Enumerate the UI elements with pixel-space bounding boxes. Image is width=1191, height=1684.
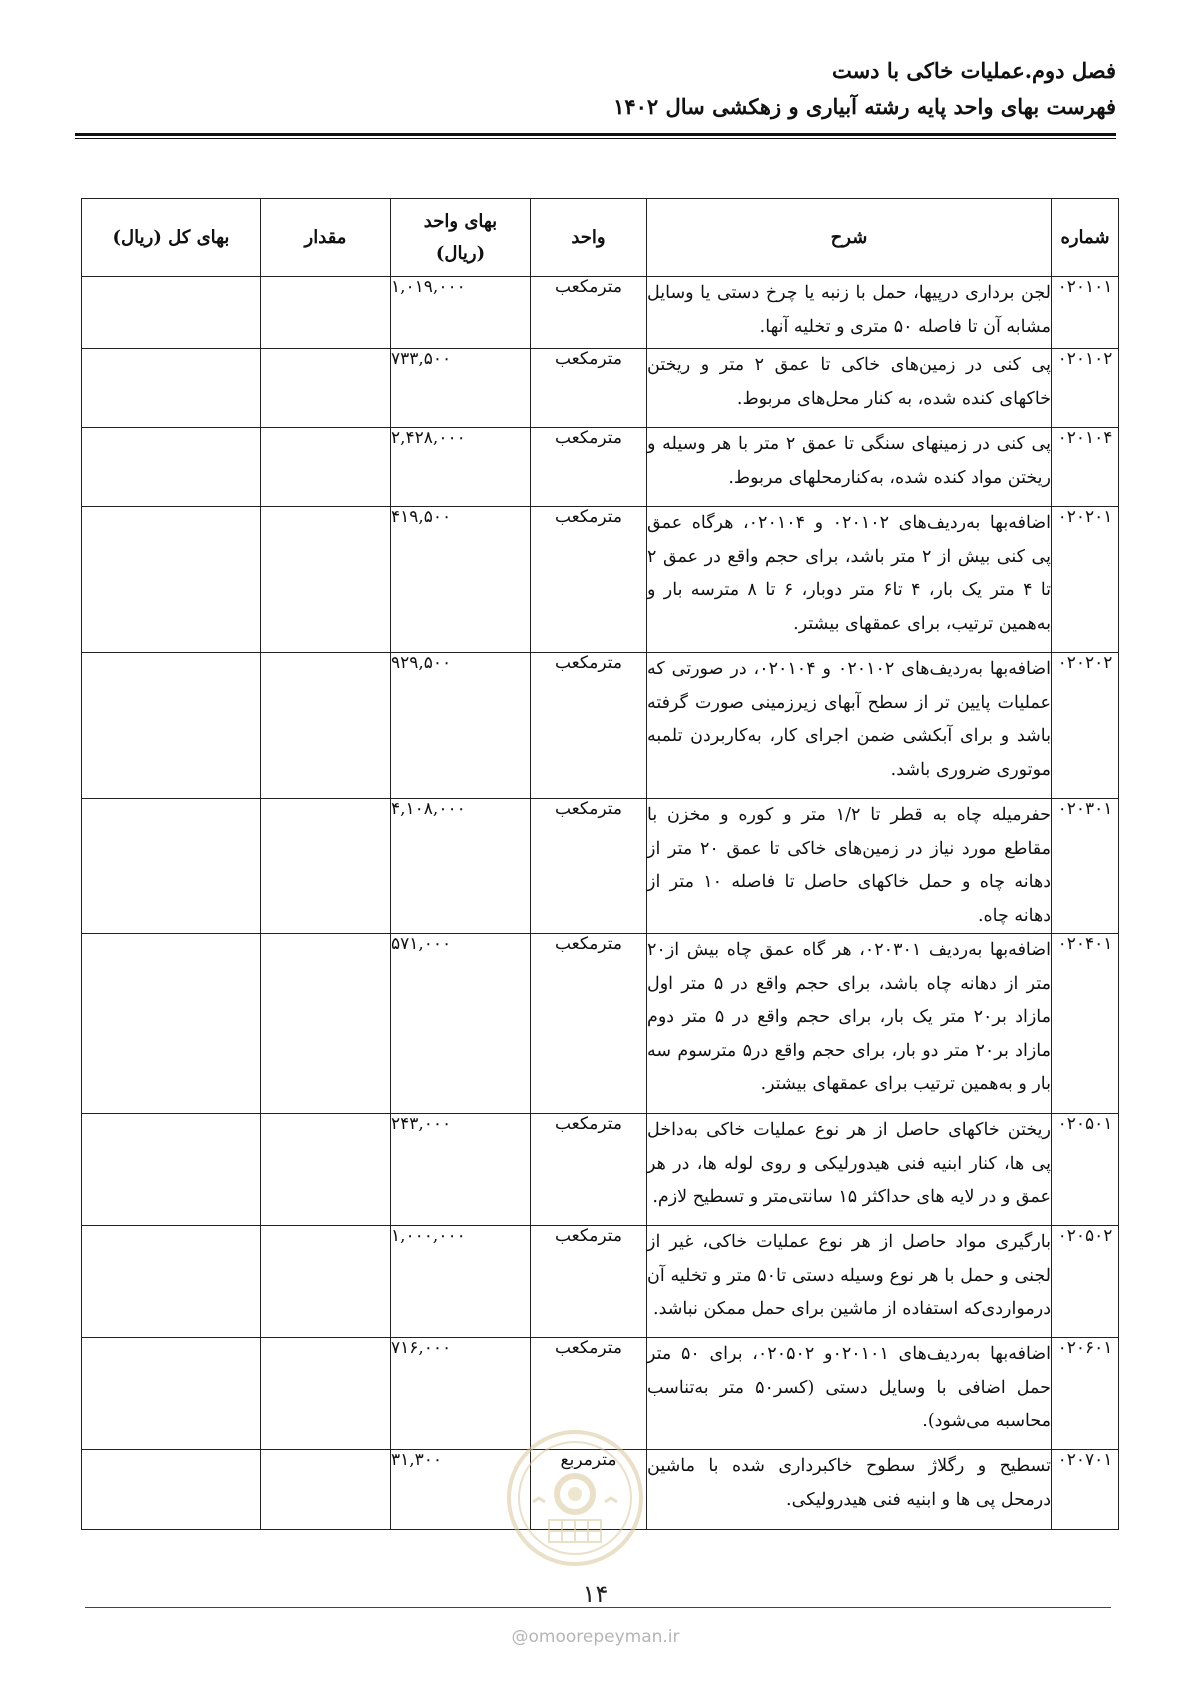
header-unit-price xyxy=(391,199,531,277)
row-total-price xyxy=(82,799,261,934)
row-code: ۰۲۰۵۰۱ xyxy=(1052,1114,1119,1226)
row-unit: مترمکعب xyxy=(531,428,647,507)
row-unit-price-value: ۴,۱۰۸,۰۰۰ xyxy=(391,799,466,819)
footer-rule xyxy=(85,1607,1111,1608)
table-row xyxy=(82,1114,1119,1226)
row-unit-price-value: ۷۳۳,۵۰۰ xyxy=(391,349,452,369)
table-row xyxy=(82,799,1119,934)
row-unit-price-value: ۴۱۹,۵۰۰ xyxy=(391,507,452,527)
page-number: ۱۴ xyxy=(582,1580,609,1608)
row-quantity xyxy=(261,653,391,799)
row-description: ریختن خاکهای حاصل از هر نوع عملیات خاکی به‌داخل پی ها، کنار ابنیه فنی هیدورلیکی و روی لوله ها، در هر عمق و در لایه های حداکثر ۱۵ سانتی‌متر و تسطیح لازم. xyxy=(647,1114,1052,1226)
header-rule-thick xyxy=(75,133,1116,136)
row-unit-price-value: ۲,۴۲۸,۰۰۰ xyxy=(391,428,466,448)
row-quantity xyxy=(261,349,391,428)
row-unit: مترمکعب xyxy=(531,507,647,653)
row-code: ۰۲۰۲۰۱ xyxy=(1052,507,1119,653)
row-total-price xyxy=(82,1338,261,1450)
row-unit: مترمکعب xyxy=(531,653,647,799)
row-unit: مترمکعب xyxy=(531,277,647,349)
row-total-price xyxy=(82,1114,261,1226)
table-row xyxy=(82,1226,1119,1338)
row-unit: مترمکعب xyxy=(531,1114,647,1226)
row-unit: مترمکعب xyxy=(531,1226,647,1338)
row-unit-price-value: ۲۴۳,۰۰۰ xyxy=(391,1114,452,1134)
table-header-row xyxy=(82,199,1119,277)
row-quantity xyxy=(261,799,391,934)
row-code: ۰۲۰۴۰۱ xyxy=(1052,934,1119,1114)
row-code: ۰۲۰۱۰۴ xyxy=(1052,428,1119,507)
row-code: ۰۲۰۳۰۱ xyxy=(1052,799,1119,934)
header-unit-price-label: بهای واحد xyxy=(423,210,498,232)
row-quantity xyxy=(261,507,391,653)
row-quantity xyxy=(261,1114,391,1226)
header-total-price: بهای کل (ریال) xyxy=(82,199,261,277)
row-description: اضافه‌بها به‌ردیف‌های ۰۲۰۱۰۲ و ۰۲۰۱۰۴، هرگاه عمق پی کنی بیش از ۲ متر باشد، برای حجم واقع در عمق ۲ تا ۴ متر یک بار، ۴ تا۶ متر دوبار، ۶ تا ۸ مترسه بار و به‌همین ترتیب، برای عمقهای بیشتر. xyxy=(647,507,1052,653)
row-quantity xyxy=(261,1338,391,1450)
table-row xyxy=(82,349,1119,428)
row-unit-price xyxy=(391,799,531,934)
row-unit-price-value: ۱,۰۱۹,۰۰۰ xyxy=(391,277,466,297)
row-unit-price xyxy=(391,349,531,428)
row-unit-price xyxy=(391,1114,531,1226)
row-description: حفرمیله چاه به قطر تا ۱/۲ متر و کوره و مخزن با مقاطع مورد نیاز در زمین‌های خاکی تا عمق ۲۰ متر از دهانه چاه و حمل خاکهای حاصل تا فاصله ۱۰ متر از دهانه چاه. xyxy=(647,799,1052,934)
row-unit: مترمکعب xyxy=(531,799,647,934)
row-total-price xyxy=(82,653,261,799)
row-description: اضافه‌بها به‌ردیف‌های ۰۲۰۱۰۱و ۰۲۰۵۰۲، برای ۵۰ متر حمل اضافی با وسایل دستی (کسر۵۰ متر به‌تناسب محاسبه می‌شود). xyxy=(647,1338,1052,1450)
row-total-price xyxy=(82,277,261,349)
row-code: ۰۲۰۱۰۲ xyxy=(1052,349,1119,428)
row-total-price xyxy=(82,934,261,1114)
row-unit-price xyxy=(391,934,531,1114)
row-code: ۰۲۰۵۰۲ xyxy=(1052,1226,1119,1338)
site-watermark: @omoorepeyman.ir xyxy=(511,1627,680,1647)
header-unit: واحد xyxy=(531,199,647,277)
row-unit-price xyxy=(391,653,531,799)
row-code: ۰۲۰۶۰۱ xyxy=(1052,1338,1119,1450)
row-quantity xyxy=(261,1450,391,1530)
header-unit-price-currency: (ریال) xyxy=(435,242,486,264)
row-total-price xyxy=(82,428,261,507)
chapter-title: فصل دوم.عملیات خاکی با دست xyxy=(831,58,1116,83)
row-total-price xyxy=(82,507,261,653)
table-row xyxy=(82,653,1119,799)
row-description: پی کنی در زمین‌های خاکی تا عمق ۲ متر و ریختن خاکهای کنده شده، به کنار محل‌های مربوط. xyxy=(647,349,1052,428)
row-quantity xyxy=(261,428,391,507)
row-description: پی کنی در زمینهای سنگی تا عمق ۲ متر با هر وسیله و ریختن مواد کنده شده، به‌کنارمحلهای مربوط. xyxy=(647,428,1052,507)
watermark-seal-icon xyxy=(505,1428,645,1568)
row-unit-price-value: ۷۱۶,۰۰۰ xyxy=(391,1338,452,1358)
row-description: بارگیری مواد حاصل از هر نوع عملیات خاکی، غیر از لجنی و حمل با هر نوع وسیله دستی تا۵۰ متر و تخلیه آن درمواردی‌که استفاده از ماشین برای حمل ممکن نباشد. xyxy=(647,1226,1052,1338)
header-quantity: مقدار xyxy=(261,199,391,277)
row-total-price xyxy=(82,1450,261,1530)
row-total-price xyxy=(82,349,261,428)
row-description: تسطیح و رگلاژ سطوح خاکبرداری شده با ماشین درمحل پی ها و ابنیه فنی هیدرولیکی. xyxy=(647,1450,1052,1530)
row-unit-price-value: ۳۱,۳۰۰ xyxy=(391,1450,443,1470)
row-unit-price xyxy=(391,428,531,507)
row-unit: مترمکعب xyxy=(531,349,647,428)
table-row xyxy=(82,934,1119,1114)
row-unit-price-value: ۱,۰۰۰,۰۰۰ xyxy=(391,1226,466,1246)
row-total-price xyxy=(82,1226,261,1338)
row-unit-price xyxy=(391,507,531,653)
row-code: ۰۲۰۲۰۲ xyxy=(1052,653,1119,799)
row-quantity xyxy=(261,934,391,1114)
header-number: شماره xyxy=(1052,199,1119,277)
row-quantity xyxy=(261,1226,391,1338)
table-row xyxy=(82,428,1119,507)
table-row xyxy=(82,277,1119,349)
row-description: لجن برداری درپیها، حمل با زنبه یا چرخ دستی یا وسایل مشابه آن تا فاصله ۵۰ متری و تخلیه آنها. xyxy=(647,277,1052,349)
row-unit-price xyxy=(391,1226,531,1338)
price-list-title: فهرست بهای واحد پایه رشته آبیاری و زهکشی سال ۱۴۰۲ xyxy=(613,94,1116,119)
row-unit-price-value: ۹۲۹,۵۰۰ xyxy=(391,653,452,673)
row-unit: مترمکعب xyxy=(531,934,647,1114)
header-rule-thin xyxy=(75,138,1116,139)
row-code: ۰۲۰۱۰۱ xyxy=(1052,277,1119,349)
row-code: ۰۲۰۷۰۱ xyxy=(1052,1450,1119,1530)
row-description: اضافه‌بها به‌ردیف‌های ۰۲۰۱۰۲ و ۰۲۰۱۰۴، در صورتی که عملیات پایین تر از سطح آبهای زیرزمینی صورت گرفته باشد و برای آبکشی ضمن اجرای کار، به‌کاربردن تلمبه موتوری ضروری باشد. xyxy=(647,653,1052,799)
price-table xyxy=(81,198,1119,1530)
row-description: اضافه‌بها به‌ردیف ۰۲۰۳۰۱، هر گاه عمق چاه بیش از۲۰ متر از دهانه چاه باشد، برای حجم واقع در ۵ متر اول مازاد بر۲۰ متر یک بار، برای حجم واقع در ۵ متر دوم مازاد بر۲۰ متر دو بار، برای حجم واقع در۵ مترسوم سه بار و به‌همین ترتیب برای عمقهای بیشتر. xyxy=(647,934,1052,1114)
row-quantity xyxy=(261,277,391,349)
page-header xyxy=(75,56,1116,124)
row-unit-price xyxy=(391,277,531,349)
row-unit-price-value: ۵۷۱,۰۰۰ xyxy=(391,934,452,954)
row-unit: مترمکعب xyxy=(531,1338,647,1450)
row-unit: مترمربع xyxy=(531,1450,647,1530)
table-row xyxy=(82,507,1119,653)
header-description: شرح xyxy=(647,199,1052,277)
